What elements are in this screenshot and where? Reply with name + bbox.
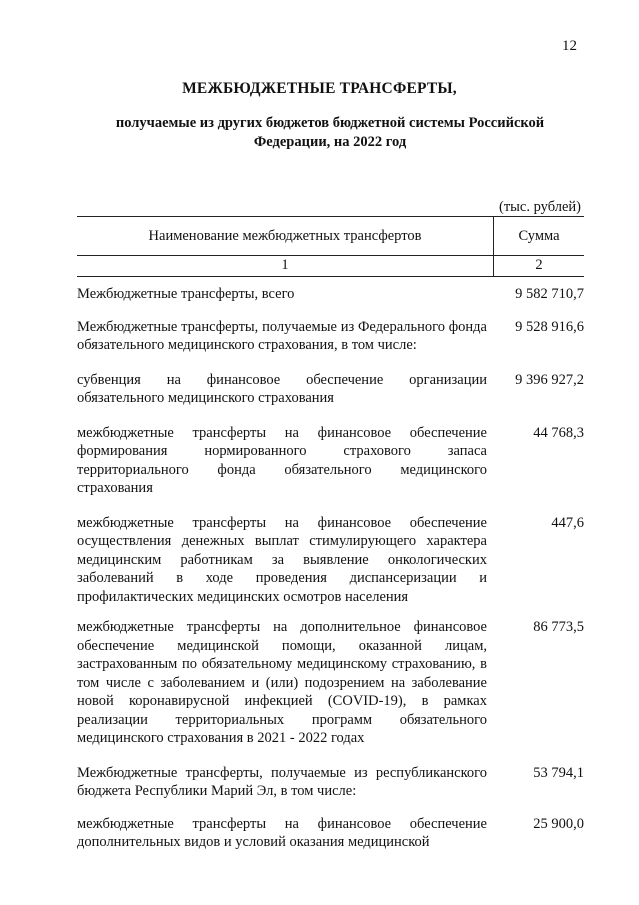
table-row (77, 815, 584, 852)
table-row (77, 285, 584, 304)
row-amount: 9 396 927,2 (515, 371, 584, 388)
row-amount: 53 794,1 (533, 764, 584, 781)
row-name: Межбюджетные трансферты, получаемые из республиканского бюджета Республики Марий Эл, в том числе: (77, 764, 487, 799)
row-name: субвенция на финансовое обеспечение организации обязательного медицинского страхования (77, 371, 487, 406)
row-amount: 9 528 916,6 (515, 318, 584, 335)
row-amount: 9 582 710,7 (515, 286, 584, 302)
header-amount-cell: Сумма (518, 228, 560, 244)
row-name: Межбюджетные трансферты, получаемые из Федерального фонда обязательного медицинского страхования, в том числе: (77, 318, 487, 353)
document-subtitle: получаемые из других бюджетов бюджетной системы Российской Федерации, на 2022 год (115, 115, 545, 150)
row-amount: 86 773,5 (533, 619, 584, 635)
table-header (77, 216, 584, 277)
table-row (77, 764, 584, 801)
document-title: МЕЖБЮДЖЕТНЫЕ ТРАНСФЕРТЫ, (182, 80, 457, 97)
table-row (77, 371, 584, 408)
row-name: межбюджетные трансферты на финансовое обеспечение дополнительных видов и условий оказания медицинской (77, 815, 487, 850)
header-name-cell: Наименование межбюджетных трансфертов (77, 217, 494, 255)
row-name: межбюджетные трансферты на финансовое обеспечение формирования нормированного страхового запаса территориального фонда обязательного медицинского страхования (77, 424, 487, 496)
page-number: 12 (562, 38, 577, 54)
row-amount: 25 900,0 (533, 815, 584, 832)
row-amount: 44 768,3 (533, 424, 584, 441)
table-row (77, 514, 584, 607)
row-name: Межбюджетные трансферты, всего (77, 286, 295, 302)
table-row (77, 424, 584, 498)
row-name: межбюджетные трансферты на дополнительное финансовое обеспечение медицинской помощи, оказанной лицам, застрахованным по обязательному медицинскому страхованию, в том числе с заболеванием и (или) подозрением на заболевание новой коронавирусной инфекцией (COVID-19), в рамках реализации территориальных программ обязательного медицинского страхования в 2021 - 2022 годах (77, 619, 487, 746)
row-amount: 447,6 (551, 514, 584, 531)
row-name: межбюджетные трансферты на финансовое обеспечение осуществления денежных выплат стимулирующего характера медицинским работникам за выявление онкологических заболеваний в ходе проведения диспансеризации и профилактических медицинских осмотров населения (77, 514, 487, 605)
header-row (77, 217, 584, 256)
column-number-2: 2 (535, 257, 543, 273)
column-number-row (77, 256, 584, 277)
table-row (77, 618, 584, 748)
table-row (77, 318, 584, 355)
column-number-1: 1 (77, 256, 494, 276)
units-label: (тыс. рублей) (499, 199, 581, 215)
table-body (77, 285, 584, 852)
